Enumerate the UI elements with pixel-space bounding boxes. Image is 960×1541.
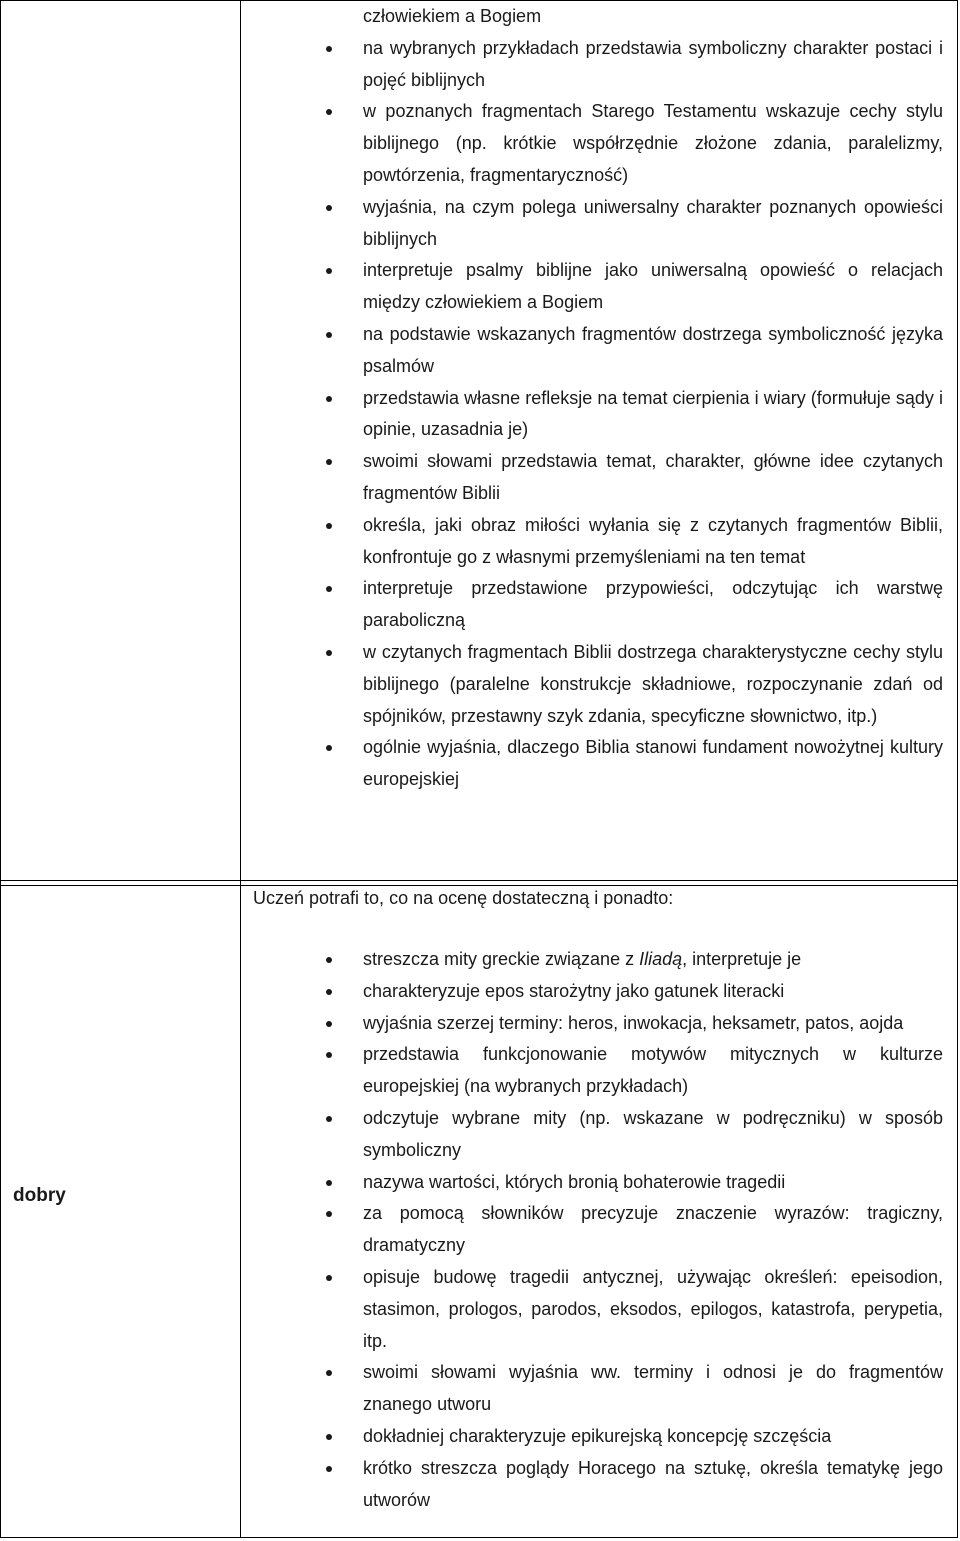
section-intro: Uczeń potrafi to, co na ocenę dostateczną i ponadto:: [253, 888, 674, 908]
top-requirements-cell: [241, 1, 947, 796]
top-requirements-list: [241, 33, 947, 796]
list-item: przedstawia funkcjonowanie motywów mitycznych w kulturze europejskiej (na wybranych przykładach): [241, 1039, 947, 1103]
list-item: w poznanych fragmentach Starego Testamentu wskazuje cechy stylu biblijnego (np. krótkie współrzędnie złożone zdania, paralelizmy, powtórzenia, fragmentaryczność): [241, 96, 947, 191]
grade-label: dobry: [13, 1185, 66, 1206]
list-item: ogólnie wyjaśnia, dlaczego Biblia stanowi fundament nowożytnej kultury europejskiej: [241, 732, 947, 796]
list-item: na wybranych przykładach przedstawia symboliczny charakter postaci i pojęć biblijnych: [241, 33, 947, 97]
list-item: wyjaśnia, na czym polega uniwersalny charakter poznanych opowieści biblijnych: [241, 192, 947, 256]
list-item: krótko streszcza poglądy Horacego na sztukę, określa tematykę jego utworów: [241, 1453, 947, 1517]
list-item: odczytuje wybrane mity (np. wskazane w podręczniku) w sposób symboliczny: [241, 1103, 947, 1167]
work-title: Iliadą: [639, 949, 683, 969]
list-item: [241, 944, 947, 976]
list-item: swoimi słowami przedstawia temat, charakter, główne idee czytanych fragmentów Biblii: [241, 446, 947, 510]
list-item: wyjaśnia szerzej terminy: heros, inwokacja, heksametr, patos, aojda: [241, 1008, 947, 1040]
item-text: streszcza mity greckie związane z: [363, 949, 640, 969]
list-item: charakteryzuje epos starożytny jako gatunek literacki: [241, 976, 947, 1008]
list-item: interpretuje psalmy biblijne jako uniwersalną opowieść o relacjach między człowiekiem a Bogiem: [241, 255, 947, 319]
list-item: na podstawie wskazanych fragmentów dostrzega symboliczność języka psalmów: [241, 319, 947, 383]
continued-line: człowiekiem a Bogiem: [363, 6, 542, 26]
list-item: w czytanych fragmentach Biblii dostrzega charakterystyczne cechy stylu biblijnego (paralelne konstrukcje składniowe, rozpoczynanie zdań od spójników, przestawny szyk zdania, specyficzne słownictwo, itp.): [241, 637, 947, 732]
list-item: interpretuje przedstawione przypowieści, odczytując ich warstwę paraboliczną: [241, 573, 947, 637]
list-item: za pomocą słowników precyzuje znaczenie wyrazów: tragiczny, dramatyczny: [241, 1198, 947, 1262]
bottom-requirements-list: [241, 944, 947, 1516]
list-item: przedstawia własne refleksje na temat cierpienia i wiary (formułuje sądy i opinie, uzasadnia je): [241, 383, 947, 447]
row-divider: [1, 880, 957, 881]
list-item: opisuje budowę tragedii antycznej, używając określeń: epeisodion, stasimon, prologos, parodos, eksodos, epilogos, katastrofa, perypetia, itp.: [241, 1262, 947, 1357]
bottom-requirements-cell: [241, 886, 947, 1516]
list-item: dokładniej charakteryzuje epikurejską koncepcję szczęścia: [241, 1421, 947, 1453]
list-item: swoimi słowami wyjaśnia ww. terminy i odnosi je do fragmentów znanego utworu: [241, 1357, 947, 1421]
list-item: nazywa wartości, których bronią bohaterowie tragedii: [241, 1167, 947, 1199]
item-text: , interpretuje je: [682, 949, 802, 969]
list-item: określa, jaki obraz miłości wyłania się z czytanych fragmentów Biblii, konfrontuje go z własnymi przemyśleniami na ten temat: [241, 510, 947, 574]
